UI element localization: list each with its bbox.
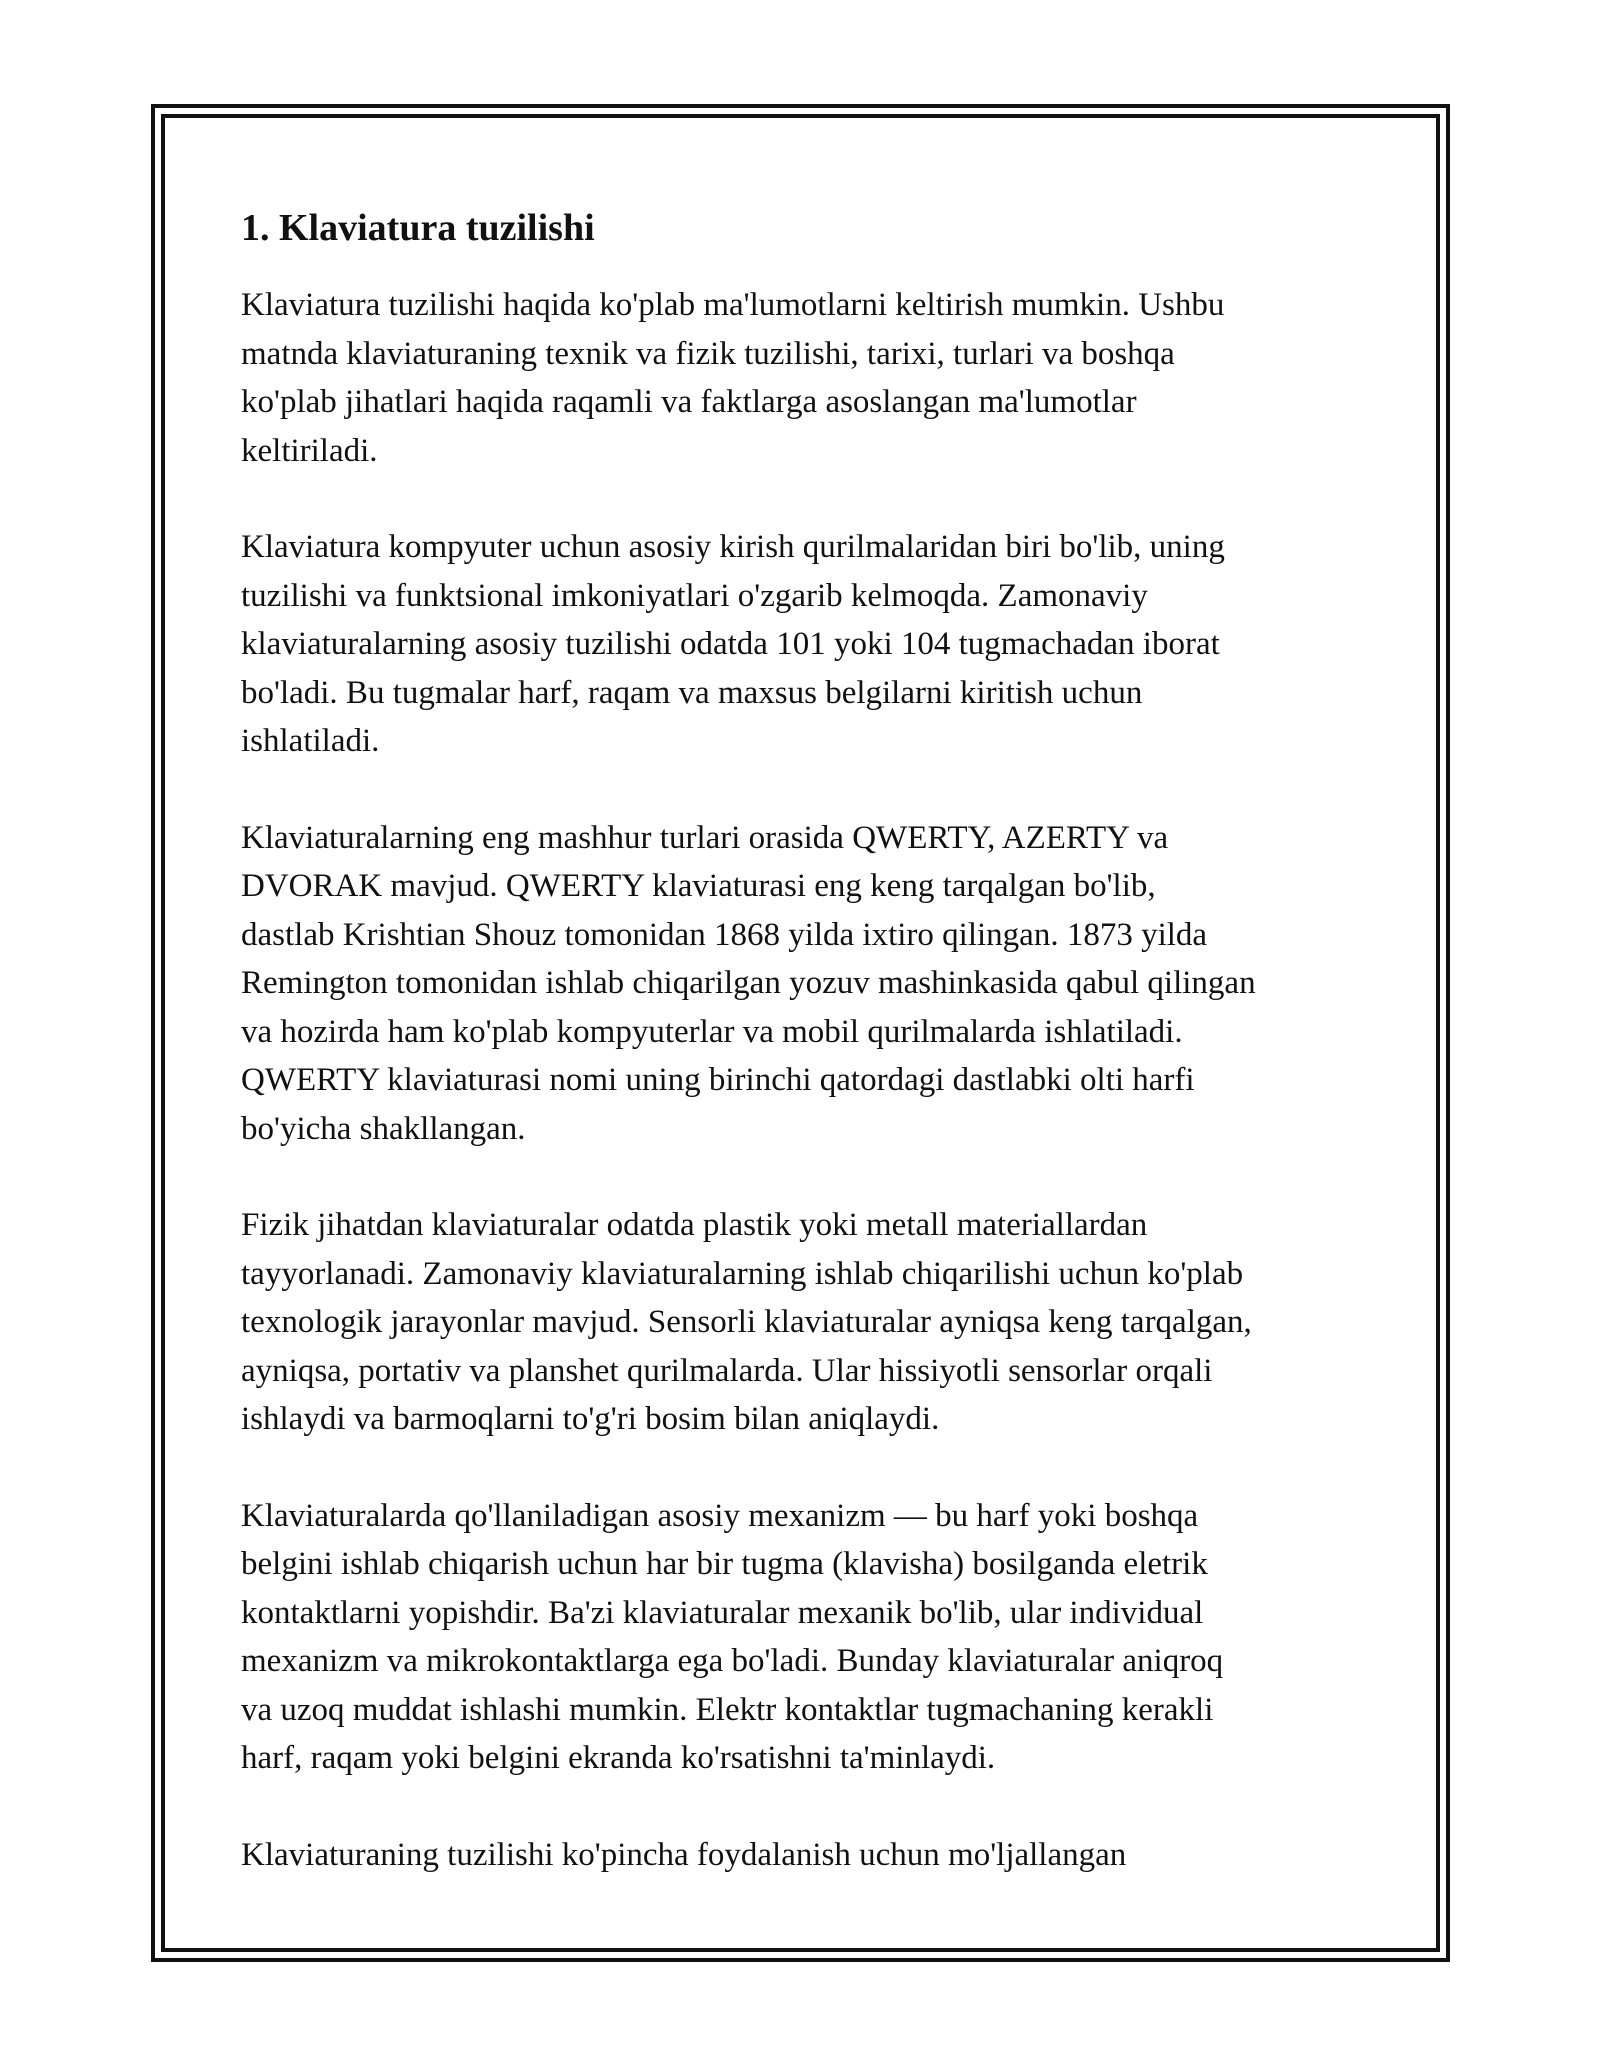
paragraph-line: Klaviatura kompyuter uchun asosiy kirish qurilmalaridan biri bo'lib, uning xyxy=(241,529,1225,566)
paragraph-line: Fizik jihatdan klaviaturalar odatda plastik yoki metall materiallardan xyxy=(241,1207,1148,1244)
paragraph-line: tayyorlanadi. Zamonaviy klaviaturalarning ishlab chiqarilishi uchun ko'plab xyxy=(241,1255,1244,1292)
paragraph xyxy=(241,1831,1401,1880)
paragraph xyxy=(241,281,1401,475)
paragraph-line: Klaviaturalarning eng mashhur turlari orasida QWERTY, AZERTY va xyxy=(241,819,1169,856)
paragraph xyxy=(241,1492,1401,1783)
paragraph-line: keltiriladi. xyxy=(241,432,378,469)
paragraph-line: ishlaydi va barmoqlarni to'g'ri bosim bilan aniqlaydi. xyxy=(241,1401,940,1438)
paragraph-line: bo'ladi. Bu tugmalar harf, raqam va maxsus belgilarni kiritish uchun xyxy=(241,674,1143,711)
paragraph-line: Klaviaturalarda qo'llaniladigan asosiy mexanizm — bu harf yoki boshqa xyxy=(241,1497,1199,1534)
paragraph-line: DVORAK mavjud. QWERTY klaviaturasi eng keng tarqalgan bo'lib, xyxy=(241,868,1156,905)
paragraph-line: Remington tomonidan ishlab chiqarilgan yozuv mashinkasida qabul qilingan xyxy=(241,965,1256,1002)
document-body xyxy=(241,204,1401,1927)
paragraph-line: bo'yicha shakllangan. xyxy=(241,1110,526,1147)
paragraph-line: ishlatiladi. xyxy=(241,723,380,760)
paragraph-line: QWERTY klaviaturasi nomi uning birinchi qatordagi dastlabki olti harfi xyxy=(241,1062,1195,1099)
paragraph-line: mexanizm va mikrokontaktlarga ega bo'ladi. Bunday klaviaturalar aniqroq xyxy=(241,1643,1224,1680)
section-heading: 1. Klaviatura tuzilishi xyxy=(241,207,595,249)
paragraph-line: harf, raqam yoki belgini ekranda ko'rsatishni ta'minlaydi. xyxy=(241,1740,996,1777)
paragraph-line: va hozirda ham ko'plab kompyuterlar va mobil qurilmalarda ishlatiladi. xyxy=(241,1013,1183,1050)
paragraph-line: va uzoq muddat ishlashi mumkin. Elektr kontaktlar tugmachaning kerakli xyxy=(241,1691,1214,1728)
paragraph-line: tuzilishi va funktsional imkoniyatlari o'zgarib kelmoqda. Zamonaviy xyxy=(241,577,1148,614)
paragraph xyxy=(241,523,1401,766)
paragraph-line: belgini ishlab chiqarish uchun har bir tugma (klavisha) bosilganda eletrik xyxy=(241,1546,1208,1583)
paragraph-list xyxy=(241,281,1401,1879)
paragraph-line: texnologik jarayonlar mavjud. Sensorli klaviaturalar ayniqsa keng tarqalgan, xyxy=(241,1304,1252,1341)
page-border-inner xyxy=(161,114,1440,1952)
paragraph xyxy=(241,1201,1401,1444)
paragraph-line: Klaviaturaning tuzilishi ko'pincha foydalanish uchun mo'ljallangan xyxy=(241,1836,1127,1873)
paragraph-line: ayniqsa, portativ va planshet qurilmalarda. Ular hissiyotli sensorlar orqali xyxy=(241,1352,1213,1389)
paragraph-line: Klaviatura tuzilishi haqida ko'plab ma'lumotlarni keltirish mumkin. Ushbu xyxy=(241,287,1225,324)
paragraph-line: dastlab Krishtian Shouz tomonidan 1868 yilda ixtiro qilingan. 1873 yilda xyxy=(241,916,1208,953)
paragraph-line: ko'plab jihatlari haqida raqamli va faktlarga asoslangan ma'lumotlar xyxy=(241,384,1137,421)
paragraph-line: kontaktlarni yopishdir. Ba'zi klaviaturalar mexanik bo'lib, ular individual xyxy=(241,1594,1204,1631)
paragraph-line: klaviaturalarning asosiy tuzilishi odatda 101 yoki 104 tugmachadan iborat xyxy=(241,626,1220,663)
paragraph xyxy=(241,814,1401,1154)
page-border-outer xyxy=(151,104,1450,1962)
paragraph-line: matnda klaviaturaning texnik va fizik tuzilishi, tarixi, turlari va boshqa xyxy=(241,335,1175,372)
